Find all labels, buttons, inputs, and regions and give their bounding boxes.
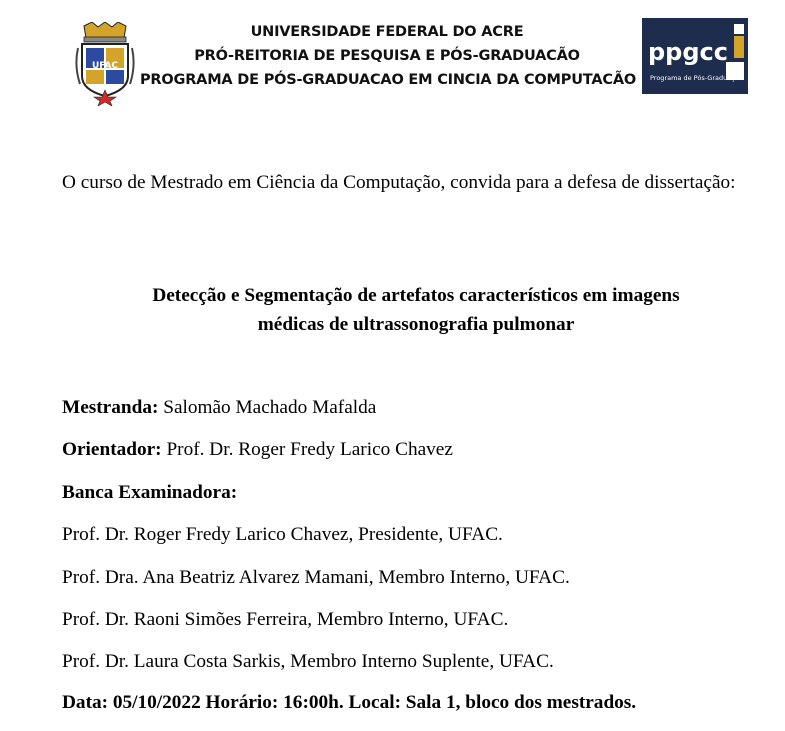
student-name: Salomão Machado Mafalda bbox=[163, 397, 377, 418]
committee-label: Banca Examinadora: bbox=[62, 482, 238, 503]
committee-member-1: Prof. Dr. Roger Fredy Larico Chavez, Presidente, UFAC. bbox=[62, 524, 503, 545]
thesis-title-line-2: médicas de ultrassonografia pulmonar bbox=[257, 314, 575, 335]
advisor-name: Prof. Dr. Roger Fredy Larico Chavez bbox=[166, 439, 453, 460]
thesis-title-line-1: Detecção e Segmentação de artefatos característicos em imagens bbox=[152, 285, 680, 306]
institution-block bbox=[140, 20, 634, 92]
committee-member-2: Prof. Dra. Ana Beatriz Alvarez Mamani, Membro Interno, UFAC. bbox=[62, 567, 570, 588]
ppgcc-logo-icon bbox=[642, 18, 748, 94]
ppgcc-logo-text: ppgcc bbox=[648, 38, 728, 66]
ppgcc-logo-subtext: Programa de Pós-Graduação bbox=[650, 74, 743, 82]
university-crest-icon bbox=[74, 22, 136, 106]
committee-member-4: Prof. Dr. Laura Costa Sarkis, Membro Interno Suplente, UFAC. bbox=[62, 651, 554, 672]
advisor-line bbox=[62, 435, 453, 464]
institution-line-1: UNIVERSIDADE FEDERAL DO ACRE bbox=[250, 24, 524, 40]
crest-letters: UFAC bbox=[92, 61, 118, 71]
intro-paragraph: O curso de Mestrado em Ciência da Computação, convida para a defesa de dissertação: bbox=[62, 172, 736, 193]
schedule-line: Data: 05/10/2022 Horário: 16:00h. Local: Sala 1, bloco dos mestrados. bbox=[62, 692, 637, 713]
advisor-label: Orientador: bbox=[62, 439, 162, 460]
institution-line-2: PRÓ-REITORIA DE PESQUISA E PÓS-GRADUACÃO bbox=[194, 48, 580, 64]
committee-member-3: Prof. Dr. Raoni Simões Ferreira, Membro Interno, UFAC. bbox=[62, 609, 509, 630]
student-label: Mestranda: bbox=[62, 397, 159, 418]
document-header bbox=[0, 0, 785, 110]
institution-line-3: PROGRAMA DE PÓS-GRADUACAO EM CINCIA DA COMPUTACÃO bbox=[140, 72, 636, 88]
thesis-title bbox=[40, 281, 785, 339]
student-line bbox=[62, 393, 376, 422]
